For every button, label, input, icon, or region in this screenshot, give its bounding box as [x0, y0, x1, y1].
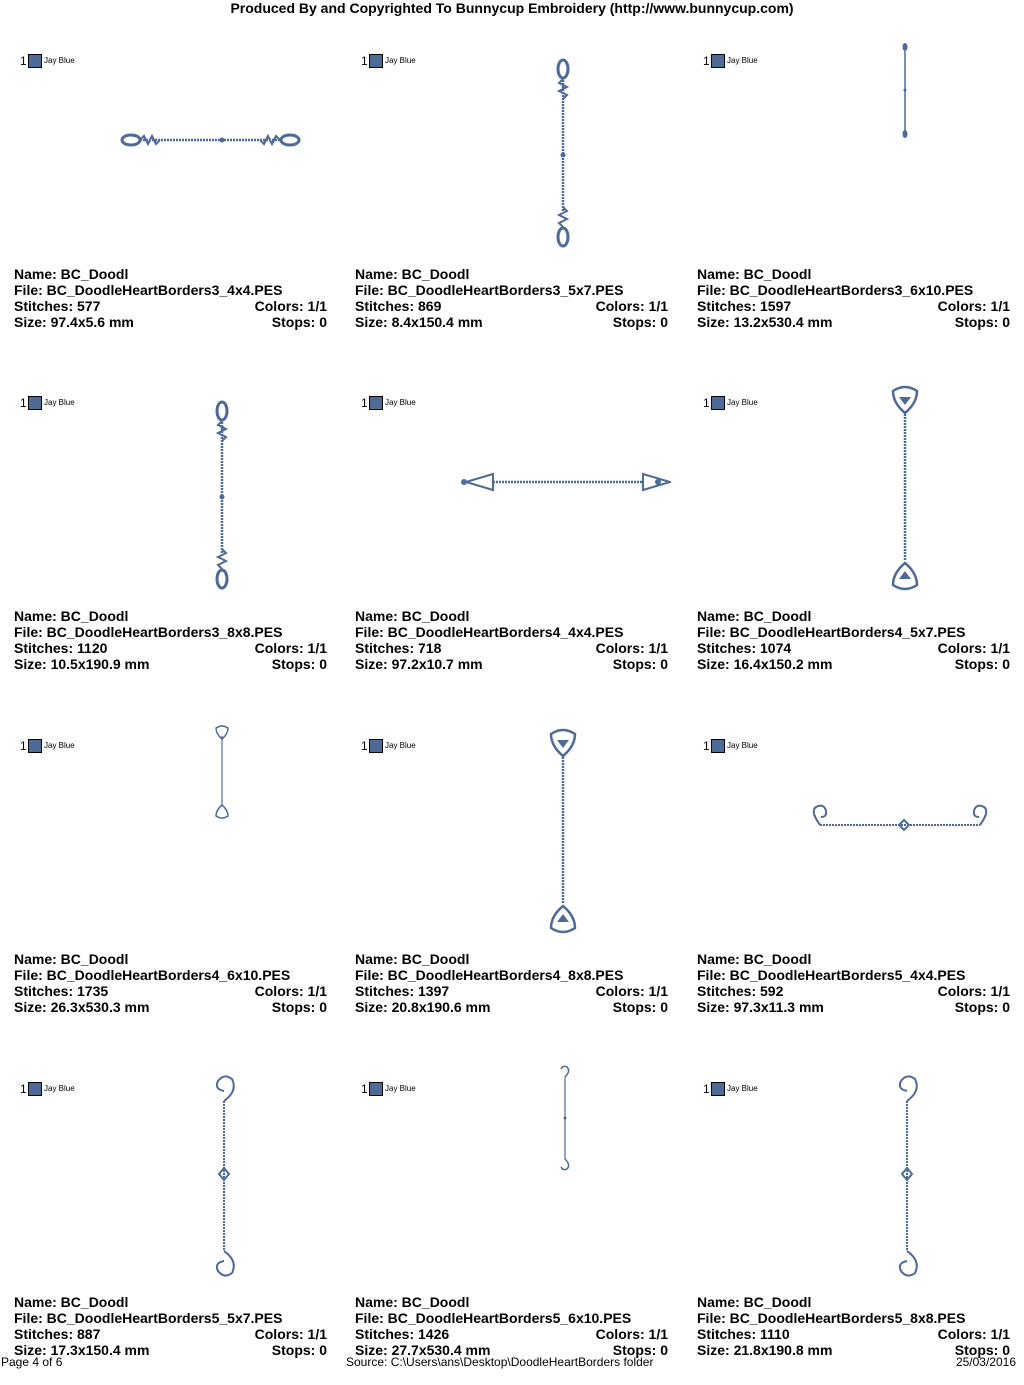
- color-swatch: [711, 739, 725, 753]
- design-name: Name: BC_Doodl: [14, 951, 129, 967]
- stitch-path: [558, 228, 568, 246]
- color-index: 1: [20, 396, 27, 410]
- embroidery-design-preview: [683, 35, 1013, 285]
- thread-color-name: Jay Blue: [385, 1084, 416, 1093]
- design-size: Size: 27.7x530.4 mm: [355, 1342, 491, 1358]
- design-colors: Colors: 1/1: [254, 640, 327, 656]
- design-file: File: BC_DoodleHeartBorders4_6x10.PES: [14, 967, 291, 983]
- design-name: Name: BC_Doodl: [14, 608, 129, 624]
- design-stitches: Stitches: 1426: [355, 1326, 450, 1342]
- color-index: 1: [361, 54, 368, 68]
- design-stitches: Stitches: 1120: [14, 640, 108, 656]
- design-colors: Colors: 1/1: [937, 298, 1010, 314]
- design-card: [683, 712, 1013, 1042]
- design-info: [697, 1294, 1010, 1358]
- stitch-path: [217, 1251, 234, 1276]
- design-stitches: Stitches: 1597: [697, 298, 792, 314]
- design-info: [14, 951, 327, 1015]
- embroidery-design-preview: [683, 1061, 1013, 1311]
- stitch-path: [558, 60, 568, 78]
- color-index: 1: [361, 396, 368, 410]
- design-stops: Stops: 0: [612, 999, 668, 1015]
- thread-color-name: Jay Blue: [385, 741, 416, 750]
- design-name: Name: BC_Doodl: [14, 1294, 129, 1310]
- design-file: File: BC_DoodleHeartBorders4_8x8.PES: [355, 967, 624, 983]
- design-file: File: BC_DoodleHeartBorders3_6x10.PES: [697, 282, 974, 298]
- design-stops: Stops: 0: [954, 314, 1010, 330]
- design-name: Name: BC_Doodl: [697, 266, 812, 282]
- color-swatch: [711, 396, 725, 410]
- thread-color-name: Jay Blue: [727, 398, 758, 407]
- stitch-path: [899, 397, 911, 405]
- design-info: [355, 608, 668, 672]
- embroidery-design-preview: [341, 1063, 671, 1313]
- stitch-path: [122, 135, 140, 145]
- design-stops: Stops: 0: [271, 314, 327, 330]
- design-colors: Colors: 1/1: [937, 983, 1010, 999]
- design-name: Name: BC_Doodl: [355, 1294, 470, 1310]
- design-size: Size: 16.4x150.2 mm: [697, 656, 833, 672]
- color-swatch: [369, 396, 383, 410]
- design-colors: Colors: 1/1: [937, 640, 1010, 656]
- color-index: 1: [361, 1082, 368, 1096]
- thread-color-name: Jay Blue: [727, 1084, 758, 1093]
- color-swatch: [369, 1082, 383, 1096]
- design-name: Name: BC_Doodl: [355, 266, 470, 282]
- design-colors: Colors: 1/1: [254, 1326, 327, 1342]
- design-size: Size: 26.3x530.3 mm: [14, 999, 150, 1015]
- source-path: Source: C:\Users\ans\Desktop\DoodleHeartBorders folder: [346, 1355, 654, 1369]
- design-card: [341, 1055, 671, 1385]
- design-colors: Colors: 1/1: [595, 983, 668, 999]
- design-stops: Stops: 0: [271, 1342, 327, 1358]
- stitch-path: [904, 89, 907, 92]
- design-name: Name: BC_Doodl: [697, 608, 812, 624]
- thread-color-name: Jay Blue: [385, 398, 416, 407]
- design-stops: Stops: 0: [954, 1342, 1010, 1358]
- design-size: Size: 97.4x5.6 mm: [14, 314, 134, 330]
- design-card: [683, 369, 1013, 699]
- design-colors: Colors: 1/1: [595, 640, 668, 656]
- design-card: [0, 369, 330, 699]
- embroidery-design-preview: [0, 718, 330, 968]
- design-info: [355, 266, 668, 330]
- design-size: Size: 97.3x11.3 mm: [697, 999, 824, 1015]
- color-swatch: [28, 739, 42, 753]
- design-stops: Stops: 0: [612, 314, 668, 330]
- color-swatch: [28, 1082, 42, 1096]
- color-index: 1: [20, 1082, 27, 1096]
- thread-color-name: Jay Blue: [44, 56, 75, 65]
- design-card: [683, 27, 1013, 357]
- stitch-path: [557, 914, 569, 922]
- design-card: [341, 712, 671, 1042]
- color-swatch: [369, 54, 383, 68]
- stitch-path: [564, 1117, 567, 1120]
- design-stitches: Stitches: 718: [355, 640, 442, 656]
- design-size: Size: 8.4x150.4 mm: [355, 314, 483, 330]
- design-stitches: Stitches: 887: [14, 1326, 101, 1342]
- design-stops: Stops: 0: [612, 1342, 668, 1358]
- design-size: Size: 20.8x190.6 mm: [355, 999, 491, 1015]
- thread-color-name: Jay Blue: [44, 1084, 75, 1093]
- design-card: [341, 369, 671, 699]
- page-header: Produced By and Copyrighted To Bunnycup Embroidery (http://www.bunnycup.com): [230, 0, 794, 16]
- design-stitches: Stitches: 1074: [697, 640, 792, 656]
- design-size: Size: 13.2x530.4 mm: [697, 314, 833, 330]
- embroidery-design-preview: [0, 1061, 330, 1311]
- design-card: [0, 1055, 330, 1385]
- stitch-path: [281, 135, 299, 145]
- design-name: Name: BC_Doodl: [355, 951, 470, 967]
- thread-color-name: Jay Blue: [44, 398, 75, 407]
- stitch-path: [220, 138, 225, 143]
- design-file: File: BC_DoodleHeartBorders3_5x7.PES: [355, 282, 624, 298]
- stitch-path: [655, 479, 661, 485]
- color-index: 1: [361, 739, 368, 753]
- design-colors: Colors: 1/1: [937, 1326, 1010, 1342]
- design-file: File: BC_DoodleHeartBorders4_5x7.PES: [697, 624, 966, 640]
- design-card: [0, 27, 330, 357]
- design-stops: Stops: 0: [612, 656, 668, 672]
- stitch-path: [466, 474, 493, 490]
- design-file: File: BC_DoodleHeartBorders5_6x10.PES: [355, 1310, 632, 1326]
- design-colors: Colors: 1/1: [595, 298, 668, 314]
- color-index: 1: [20, 739, 27, 753]
- stitch-path: [900, 1251, 917, 1276]
- design-size: Size: 17.3x150.4 mm: [14, 1342, 150, 1358]
- stitch-path: [557, 740, 569, 748]
- design-info: [697, 266, 1010, 330]
- stitch-path: [216, 805, 228, 818]
- design-card: [683, 1055, 1013, 1385]
- design-colors: Colors: 1/1: [595, 1326, 668, 1342]
- page-footer: [0, 1354, 1024, 1370]
- embroidery-design-preview: [341, 716, 671, 966]
- stitch-path: [561, 1066, 569, 1077]
- color-swatch: [369, 739, 383, 753]
- design-info: [697, 951, 1010, 1015]
- stitch-path: [220, 495, 225, 500]
- stitch-path: [461, 479, 467, 485]
- color-swatch: [28, 396, 42, 410]
- stitch-path: [217, 570, 227, 588]
- stitch-path: [561, 153, 566, 158]
- embroidery-design-preview: [683, 373, 1013, 623]
- design-file: File: BC_DoodleHeartBorders3_4x4.PES: [14, 282, 283, 298]
- design-stitches: Stitches: 577: [14, 298, 101, 314]
- thread-color-name: Jay Blue: [44, 741, 75, 750]
- design-size: Size: 10.5x190.9 mm: [14, 656, 150, 672]
- design-file: File: BC_DoodleHeartBorders5_5x7.PES: [14, 1310, 283, 1326]
- stitch-path: [561, 1159, 569, 1170]
- design-stops: Stops: 0: [271, 999, 327, 1015]
- stitch-path: [899, 571, 911, 579]
- stitch-path: [814, 806, 826, 825]
- design-size: Size: 97.2x10.7 mm: [355, 656, 483, 672]
- color-index: 1: [703, 739, 710, 753]
- design-colors: Colors: 1/1: [254, 983, 327, 999]
- stitch-path: [900, 1076, 917, 1101]
- design-stitches: Stitches: 1735: [14, 983, 109, 999]
- design-size: Size: 21.8x190.8 mm: [697, 1342, 833, 1358]
- print-date: 25/03/2016: [955, 1355, 1016, 1369]
- design-stops: Stops: 0: [954, 656, 1010, 672]
- stitch-path: [217, 402, 227, 420]
- color-index: 1: [703, 54, 710, 68]
- design-file: File: BC_DoodleHeartBorders3_8x8.PES: [14, 624, 283, 640]
- design-name: Name: BC_Doodl: [697, 951, 812, 967]
- design-stops: Stops: 0: [954, 999, 1010, 1015]
- page-number: Page 4 of 6: [1, 1355, 63, 1369]
- design-card: [0, 712, 330, 1042]
- design-name: Name: BC_Doodl: [14, 266, 129, 282]
- design-info: [355, 951, 668, 1015]
- design-colors: Colors: 1/1: [254, 298, 327, 314]
- design-file: File: BC_DoodleHeartBorders5_8x8.PES: [697, 1310, 966, 1326]
- design-stitches: Stitches: 869: [355, 298, 442, 314]
- design-info: [355, 1294, 668, 1358]
- design-stops: Stops: 0: [271, 656, 327, 672]
- stitch-path: [974, 806, 986, 825]
- color-index: 1: [703, 396, 710, 410]
- design-info: [14, 1294, 327, 1358]
- design-stitches: Stitches: 1110: [697, 1326, 790, 1342]
- thread-color-name: Jay Blue: [385, 56, 416, 65]
- design-info: [14, 608, 327, 672]
- color-swatch: [28, 54, 42, 68]
- stitch-path: [903, 43, 908, 51]
- color-swatch: [711, 1082, 725, 1096]
- design-stitches: Stitches: 1397: [355, 983, 450, 999]
- design-file: File: BC_DoodleHeartBorders5_4x4.PES: [697, 967, 966, 983]
- color-index: 1: [703, 1082, 710, 1096]
- design-name: Name: BC_Doodl: [355, 608, 470, 624]
- color-swatch: [711, 54, 725, 68]
- design-stitches: Stitches: 592: [697, 983, 784, 999]
- design-info: [697, 608, 1010, 672]
- design-info: [14, 266, 327, 330]
- design-file: File: BC_DoodleHeartBorders4_4x4.PES: [355, 624, 624, 640]
- design-name: Name: BC_Doodl: [697, 1294, 812, 1310]
- color-index: 1: [20, 54, 27, 68]
- stitch-path: [217, 1076, 234, 1101]
- design-card: [341, 27, 671, 357]
- thread-color-name: Jay Blue: [727, 56, 758, 65]
- thread-color-name: Jay Blue: [727, 741, 758, 750]
- stitch-path: [903, 130, 908, 138]
